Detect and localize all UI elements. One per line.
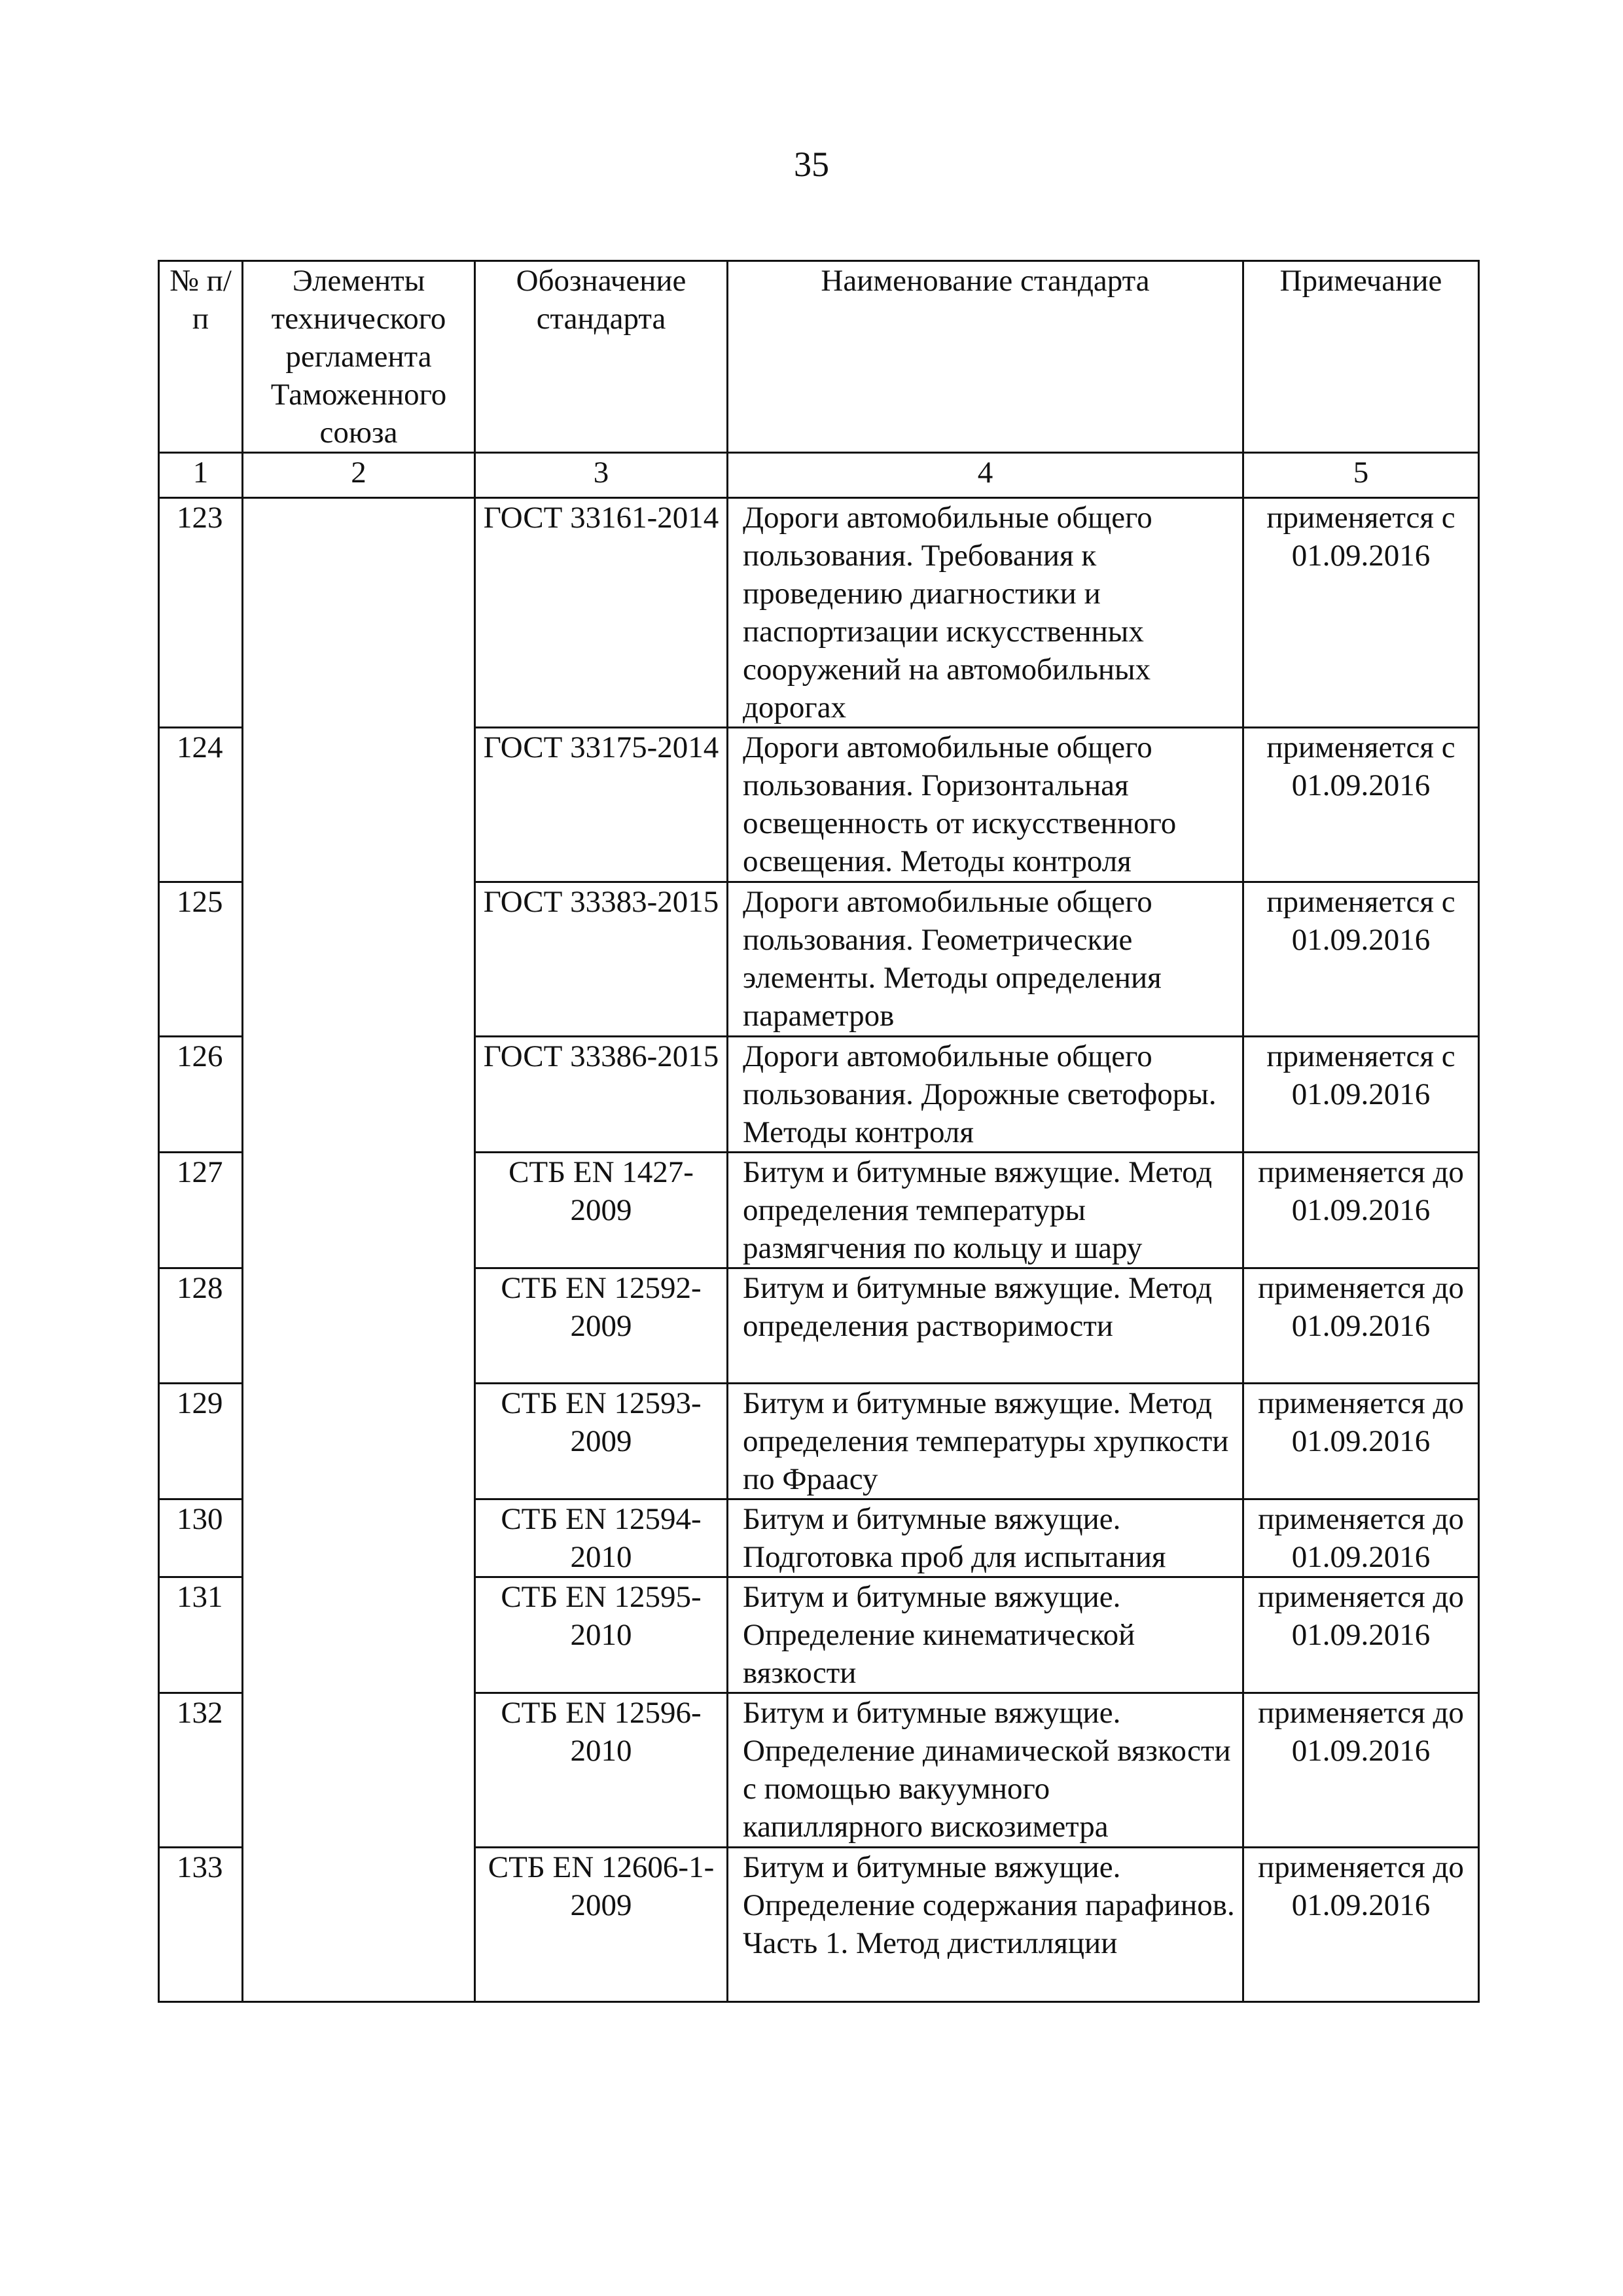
row-number: 125	[159, 882, 243, 1037]
standard-note: применяется до 01.09.2016	[1243, 1153, 1479, 1268]
standard-designation: ГОСТ 33161-2014	[475, 498, 728, 728]
row-number: 124	[159, 728, 243, 882]
standard-name: Битум и битумные вяжущие. Определение динамической вязкости с помощью вакуумного капиллярного вискозиметра	[728, 1693, 1243, 1848]
standard-designation: СТБ EN 12593-2009	[475, 1384, 728, 1499]
standard-name: Битум и битумные вяжущие. Метод определения температуры хрупкости по Фраасу	[728, 1384, 1243, 1499]
standard-name: Дороги автомобильные общего пользования. Дорожные светофоры. Методы контроля	[728, 1037, 1243, 1153]
standard-note: применяется до 01.09.2016	[1243, 1268, 1479, 1384]
standard-note: применяется с 01.09.2016	[1243, 1037, 1479, 1153]
standard-name: Битум и битумные вяжущие. Определение кинематической вязкости	[728, 1577, 1243, 1693]
page-number: 35	[794, 145, 829, 184]
standard-designation: ГОСТ 33175-2014	[475, 728, 728, 882]
standard-name: Битум и битумные вяжущие. Подготовка проб для испытания	[728, 1499, 1243, 1577]
column-number: 2	[243, 453, 475, 498]
column-number: 3	[475, 453, 728, 498]
standard-designation: ГОСТ 33383-2015	[475, 882, 728, 1037]
standard-note: применяется до 01.09.2016	[1243, 1848, 1479, 2002]
column-number: 5	[1243, 453, 1479, 498]
standard-designation: СТБ EN 12596-2010	[475, 1693, 728, 1848]
row-number: 132	[159, 1693, 243, 1848]
standard-designation: СТБ EN 12606-1-2009	[475, 1848, 728, 2002]
row-number: 128	[159, 1268, 243, 1384]
standard-note: применяется с 01.09.2016	[1243, 498, 1479, 728]
standard-name: Дороги автомобильные общего пользования. Геометрические элементы. Методы определения параметров	[728, 882, 1243, 1037]
header-elements: Элементы технического регламента Таможенного союза	[243, 261, 475, 453]
header-standard-name: Наименование стандарта	[728, 261, 1243, 453]
column-number: 1	[159, 453, 243, 498]
column-number: 4	[728, 453, 1243, 498]
standard-designation: СТБ EN 12592-2009	[475, 1268, 728, 1384]
standard-note: применяется с 01.09.2016	[1243, 882, 1479, 1037]
standard-name: Битум и битумные вяжущие. Метод определения температуры размягчения по кольцу и шару	[728, 1153, 1243, 1268]
row-number: 131	[159, 1577, 243, 1693]
table-header-row	[159, 261, 1479, 453]
standard-note: применяется до 01.09.2016	[1243, 1577, 1479, 1693]
standard-note: применяется до 01.09.2016	[1243, 1693, 1479, 1848]
standard-name: Битум и битумные вяжущие. Метод определения растворимости	[728, 1268, 1243, 1384]
standard-note: применяется до 01.09.2016	[1243, 1499, 1479, 1577]
standard-designation: ГОСТ 33386-2015	[475, 1037, 728, 1153]
table-row	[159, 498, 1479, 728]
elements-cell	[243, 498, 475, 2002]
header-note: Примечание	[1243, 261, 1479, 453]
standard-designation: СТБ EN 12594-2010	[475, 1499, 728, 1577]
row-number: 123	[159, 498, 243, 728]
row-number: 129	[159, 1384, 243, 1499]
standard-name: Дороги автомобильные общего пользования. Требования к проведению диагностики и паспортизации искусственных сооружений на автомобильных дорогах	[728, 498, 1243, 728]
column-number-row	[159, 453, 1479, 498]
row-number: 133	[159, 1848, 243, 2002]
table-body	[159, 498, 1479, 2002]
standard-name: Битум и битумные вяжущие. Определение содержания парафинов. Часть 1. Метод дистилляции	[728, 1848, 1243, 2002]
header-number: № п/п	[159, 261, 243, 453]
standard-note: применяется с 01.09.2016	[1243, 728, 1479, 882]
row-number: 127	[159, 1153, 243, 1268]
standard-designation: СТБ EN 12595-2010	[475, 1577, 728, 1693]
standards-table	[158, 260, 1480, 2003]
standard-designation: СТБ EN 1427-2009	[475, 1153, 728, 1268]
row-number: 130	[159, 1499, 243, 1577]
standard-name: Дороги автомобильные общего пользования. Горизонтальная освещенность от искусственного освещения. Методы контроля	[728, 728, 1243, 882]
standard-note: применяется до 01.09.2016	[1243, 1384, 1479, 1499]
header-designation: Обозначение стандарта	[475, 261, 728, 453]
row-number: 126	[159, 1037, 243, 1153]
